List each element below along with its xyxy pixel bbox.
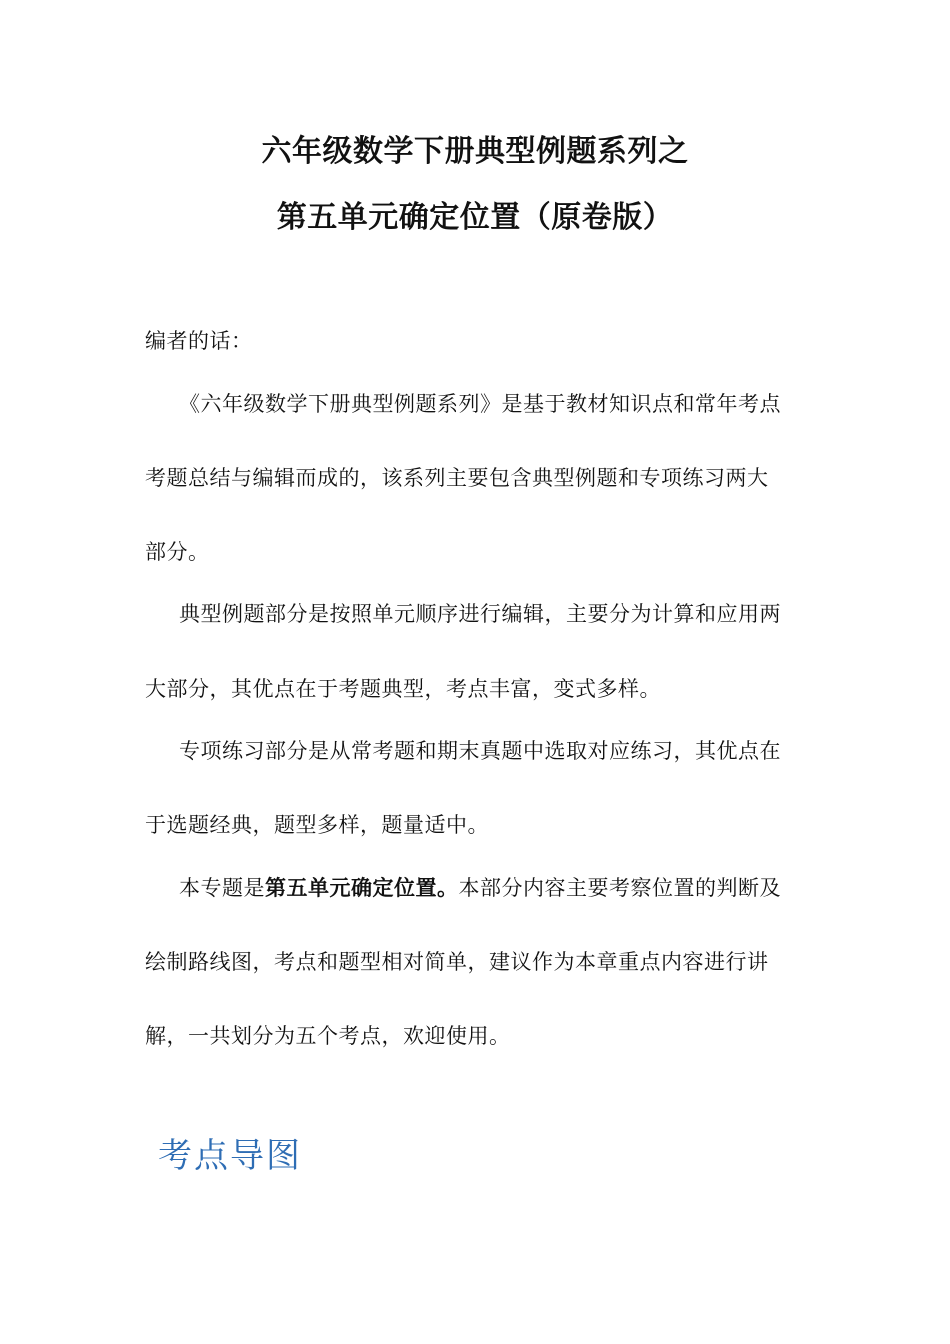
paragraph-1-line-3: 部分。	[145, 540, 210, 564]
paragraph-4-topic: 第五单元确定位置。	[265, 876, 459, 900]
paragraph-4-line-2: 绘制路线图，考点和题型相对简单，建议作为本章重点内容进行讲	[145, 950, 769, 974]
preface-label: 编者的话：	[145, 329, 253, 353]
paragraph-2-line-1: 典型例题部分是按照单元顺序进行编辑，主要分为计算和应用两	[179, 602, 781, 626]
paragraph-4-line-3: 解，一共划分为五个考点，欢迎使用。	[145, 1024, 511, 1048]
paragraph-4-line-1	[179, 872, 849, 902]
paragraph-4-intro: 本专题是	[179, 876, 265, 900]
title-line-1: 六年级数学下册典型例题系列之	[261, 134, 689, 169]
paragraph-1-line-2: 考题总结与编辑而成的，该系列主要包含典型例题和专项练习两大	[145, 466, 769, 490]
paragraph-2-line-2: 大部分，其优点在于考题典型，考点丰富，变式多样。	[145, 677, 661, 701]
paragraph-4-rest: 本部分内容主要考察位置的判断及	[458, 876, 781, 900]
title-line-2: 第五单元确定位置（原卷版）	[276, 200, 674, 235]
paragraph-1-line-1: 《六年级数学下册典型例题系列》是基于教材知识点和常年考点	[179, 392, 781, 416]
section-heading: 考点导图	[158, 1136, 302, 1176]
paragraph-3-line-2: 于选题经典，题型多样，题量适中。	[145, 813, 489, 837]
paragraph-3-line-1: 专项练习部分是从常考题和期末真题中选取对应练习，其优点在	[179, 739, 781, 763]
